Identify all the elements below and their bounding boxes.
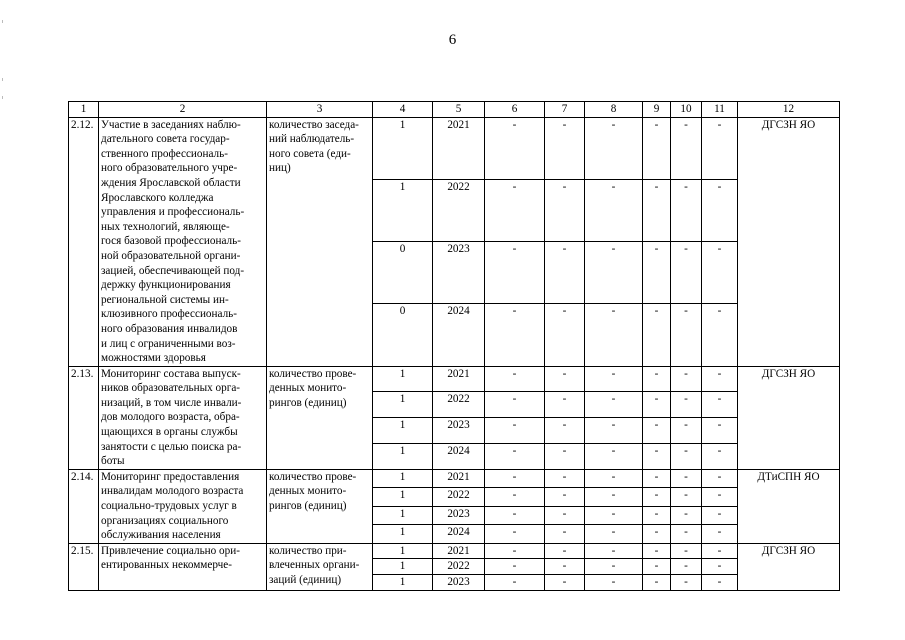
funding-cell: -	[585, 506, 643, 524]
funding-cell: -	[671, 304, 702, 366]
table-row	[69, 366, 840, 392]
year-cell: 2023	[433, 242, 485, 304]
indicator-value: 1	[373, 543, 433, 559]
table-row	[69, 469, 840, 487]
funding-cell: -	[545, 444, 585, 470]
indicator-value: 1	[373, 117, 433, 179]
column-header: 8	[585, 102, 643, 118]
executor-cell: ДГСЗН ЯО	[738, 117, 840, 366]
description-line: и лиц с ограниченными воз-	[101, 337, 236, 350]
indicator-value: 1	[373, 418, 433, 444]
description-line: организациях социального	[101, 514, 229, 527]
indicator-line: рингов (единиц)	[269, 500, 347, 513]
year-cell: 2022	[433, 488, 485, 506]
description-line: боты	[101, 455, 125, 468]
column-header: 2	[99, 102, 267, 118]
funding-cell: -	[671, 179, 702, 241]
indicator-value: 0	[373, 304, 433, 366]
year-cell: 2023	[433, 575, 485, 591]
year-cell: 2024	[433, 444, 485, 470]
description-line: Привлечение социально ори-	[101, 544, 240, 557]
year-cell: 2021	[433, 117, 485, 179]
description-line: ного образования инвалидов	[101, 322, 238, 335]
indicator-value: 1	[373, 575, 433, 591]
column-header: 3	[267, 102, 373, 118]
executor-cell: ДГСЗН ЯО	[738, 366, 840, 469]
funding-cell: -	[545, 525, 585, 544]
funding-cell: -	[545, 418, 585, 444]
funding-cell: -	[585, 559, 643, 575]
scan-margin-mark	[2, 96, 3, 99]
funding-cell: -	[702, 444, 738, 470]
funding-cell: -	[545, 366, 585, 392]
table-row	[69, 117, 840, 179]
year-cell: 2022	[433, 179, 485, 241]
funding-cell: -	[545, 559, 585, 575]
indicator-value: 0	[373, 242, 433, 304]
funding-cell: -	[702, 242, 738, 304]
executor-cell: ДТиСПН ЯО	[738, 469, 840, 543]
column-header: 5	[433, 102, 485, 118]
indicator-value: 1	[373, 392, 433, 418]
funding-cell: -	[643, 488, 671, 506]
item-number: 2.14.	[69, 469, 99, 543]
plan-table	[68, 101, 840, 591]
description-line: Мониторинг предоставления	[101, 470, 240, 483]
funding-cell: -	[702, 392, 738, 418]
page-number: 6	[448, 32, 457, 48]
year-cell: 2024	[433, 525, 485, 544]
indicator-line: ного совета (еди-	[269, 147, 351, 160]
year-cell: 2022	[433, 392, 485, 418]
funding-cell: -	[671, 525, 702, 544]
description-line: ных технологий, являюще-	[101, 220, 230, 233]
indicator-line: денных монито-	[269, 485, 347, 498]
funding-cell: -	[485, 366, 545, 392]
description-line: занятости с целью поиска ра-	[101, 440, 242, 453]
funding-cell: -	[702, 179, 738, 241]
funding-cell: -	[585, 117, 643, 179]
table-row	[69, 543, 840, 559]
funding-cell: -	[702, 304, 738, 366]
year-cell: 2021	[433, 469, 485, 487]
funding-cell: -	[545, 117, 585, 179]
funding-cell: -	[545, 543, 585, 559]
funding-cell: -	[485, 575, 545, 591]
indicator-line: влеченных органи-	[269, 559, 360, 572]
scan-margin-mark	[2, 20, 3, 23]
funding-cell: -	[585, 242, 643, 304]
funding-cell: -	[485, 488, 545, 506]
funding-cell: -	[485, 525, 545, 544]
description-line: социально-трудовых услуг в	[101, 500, 237, 513]
funding-cell: -	[585, 444, 643, 470]
funding-cell: -	[485, 543, 545, 559]
indicator-line: количество прове-	[269, 367, 357, 380]
indicator-value: 1	[373, 444, 433, 470]
indicator-value: 1	[373, 506, 433, 524]
indicator-line: количество прове-	[269, 470, 357, 483]
description-line: региональной системы ин-	[101, 293, 229, 306]
year-cell: 2024	[433, 304, 485, 366]
funding-cell: -	[702, 469, 738, 487]
indicator-name	[267, 543, 373, 590]
indicator-value: 1	[373, 469, 433, 487]
description-line: держку функционирования	[101, 279, 231, 292]
funding-cell: -	[585, 469, 643, 487]
column-header: 10	[671, 102, 702, 118]
description-line: ентированных некоммерче-	[101, 559, 232, 572]
indicator-line: ниц)	[269, 162, 291, 175]
column-header: 1	[69, 102, 99, 118]
funding-cell: -	[485, 469, 545, 487]
funding-cell: -	[643, 304, 671, 366]
indicator-name	[267, 117, 373, 366]
funding-cell: -	[671, 575, 702, 591]
funding-cell: -	[643, 392, 671, 418]
item-number: 2.15.	[69, 543, 99, 590]
item-number: 2.12.	[69, 117, 99, 366]
funding-cell: -	[585, 575, 643, 591]
indicator-value: 1	[373, 488, 433, 506]
funding-cell: -	[545, 575, 585, 591]
funding-cell: -	[585, 304, 643, 366]
funding-cell: -	[545, 304, 585, 366]
description-line: Мониторинг состава выпуск-	[101, 367, 241, 380]
description-line: ников образовательных орга-	[101, 382, 241, 395]
funding-cell: -	[671, 418, 702, 444]
activity-description	[99, 543, 267, 590]
funding-cell: -	[702, 559, 738, 575]
indicator-line: количество заседа-	[269, 118, 359, 131]
description-line: можностями здоровья	[101, 352, 206, 365]
funding-cell: -	[485, 304, 545, 366]
description-line: управления и профессиональ-	[101, 206, 245, 219]
indicator-name	[267, 469, 373, 543]
funding-cell: -	[585, 418, 643, 444]
funding-cell: -	[545, 392, 585, 418]
funding-cell: -	[702, 488, 738, 506]
funding-cell: -	[702, 575, 738, 591]
funding-cell: -	[485, 242, 545, 304]
funding-cell: -	[545, 488, 585, 506]
funding-cell: -	[643, 242, 671, 304]
funding-cell: -	[643, 543, 671, 559]
funding-cell: -	[671, 469, 702, 487]
description-line: дов молодого возраста, обра-	[101, 411, 240, 424]
indicator-line: заций (единиц)	[269, 574, 342, 586]
table-header-row	[69, 102, 840, 118]
column-header: 6	[485, 102, 545, 118]
funding-cell: -	[702, 543, 738, 559]
funding-cell: -	[643, 559, 671, 575]
description-line: ственного профессиональ-	[101, 147, 228, 160]
indicator-line: количество при-	[269, 544, 347, 557]
funding-cell: -	[485, 506, 545, 524]
description-line: ной образовательной органи-	[101, 249, 241, 262]
year-cell: 2021	[433, 543, 485, 559]
funding-cell: -	[671, 543, 702, 559]
funding-cell: -	[671, 506, 702, 524]
indicator-value: 1	[373, 559, 433, 575]
funding-cell: -	[585, 179, 643, 241]
funding-cell: -	[643, 444, 671, 470]
funding-cell: -	[702, 117, 738, 179]
funding-cell: -	[643, 117, 671, 179]
activity-description	[99, 469, 267, 543]
year-cell: 2021	[433, 366, 485, 392]
funding-cell: -	[643, 506, 671, 524]
column-header: 11	[702, 102, 738, 118]
funding-cell: -	[643, 418, 671, 444]
funding-cell: -	[643, 179, 671, 241]
column-header: 12	[738, 102, 840, 118]
scan-margin-mark	[2, 78, 3, 81]
funding-cell: -	[671, 242, 702, 304]
funding-cell: -	[643, 575, 671, 591]
funding-cell: -	[702, 506, 738, 524]
activity-description	[99, 366, 267, 469]
description-line: клюзивного профессиональ-	[101, 308, 237, 321]
funding-cell: -	[585, 366, 643, 392]
description-line: дательного совета государ-	[101, 133, 230, 146]
funding-cell: -	[671, 559, 702, 575]
funding-cell: -	[485, 392, 545, 418]
activity-description	[99, 117, 267, 366]
funding-cell: -	[643, 366, 671, 392]
funding-cell: -	[485, 559, 545, 575]
year-cell: 2023	[433, 418, 485, 444]
funding-cell: -	[702, 525, 738, 544]
description-line: инвалидам молодого возраста	[101, 485, 244, 498]
funding-cell: -	[671, 366, 702, 392]
indicator-line: денных монито-	[269, 382, 347, 395]
funding-cell: -	[545, 506, 585, 524]
executor-cell: ДГСЗН ЯО	[738, 543, 840, 590]
funding-cell: -	[671, 392, 702, 418]
funding-cell: -	[485, 179, 545, 241]
year-cell: 2022	[433, 559, 485, 575]
funding-cell: -	[671, 117, 702, 179]
description-line: Ярославского колледжа	[101, 191, 214, 204]
column-header: 7	[545, 102, 585, 118]
funding-cell: -	[702, 418, 738, 444]
funding-cell: -	[485, 117, 545, 179]
funding-cell: -	[545, 242, 585, 304]
description-line: ждения Ярославской области	[101, 176, 241, 189]
description-line: Участие в заседаниях наблю-	[101, 118, 241, 131]
funding-cell: -	[585, 392, 643, 418]
item-number: 2.13.	[69, 366, 99, 469]
indicator-value: 1	[373, 366, 433, 392]
description-line: обслуживания населения	[101, 529, 221, 542]
funding-cell: -	[585, 488, 643, 506]
funding-cell: -	[545, 469, 585, 487]
column-header: 9	[643, 102, 671, 118]
funding-cell: -	[545, 179, 585, 241]
funding-cell: -	[485, 418, 545, 444]
description-line: гося базовой профессиональ-	[101, 235, 241, 248]
funding-cell: -	[671, 444, 702, 470]
funding-cell: -	[671, 488, 702, 506]
funding-cell: -	[585, 525, 643, 544]
column-header: 4	[373, 102, 433, 118]
funding-cell: -	[643, 469, 671, 487]
funding-cell: -	[643, 525, 671, 544]
description-line: щающихся в органы службы	[101, 426, 238, 439]
description-line: ного образовательного учре-	[101, 162, 238, 175]
funding-cell: -	[585, 543, 643, 559]
indicator-line: рингов (единиц)	[269, 396, 347, 409]
funding-cell: -	[485, 444, 545, 470]
description-line: зацией, обеспечивающей под-	[101, 264, 245, 277]
indicator-value: 1	[373, 179, 433, 241]
indicator-line: ний наблюдатель-	[269, 133, 355, 146]
funding-cell: -	[702, 366, 738, 392]
description-line: низаций, в том числе инвали-	[101, 396, 242, 409]
indicator-name	[267, 366, 373, 469]
indicator-value: 1	[373, 525, 433, 544]
year-cell: 2023	[433, 506, 485, 524]
